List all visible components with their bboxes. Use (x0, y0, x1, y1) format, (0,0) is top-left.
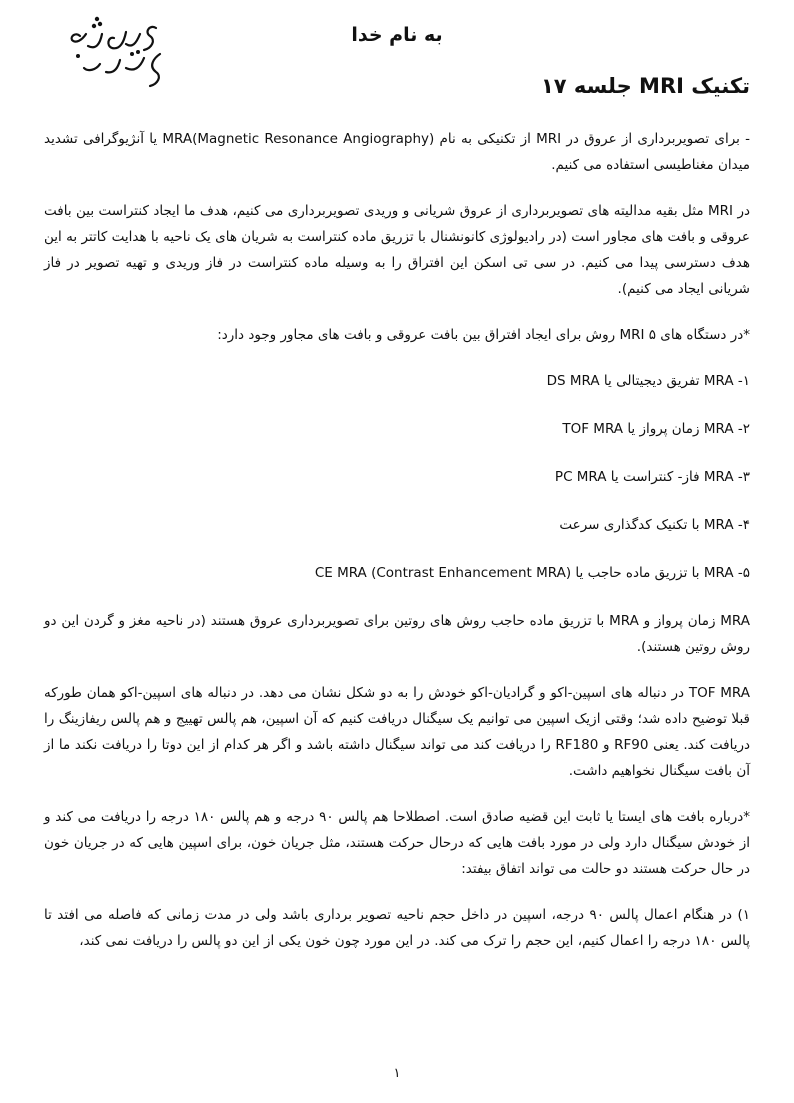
method-item-5: ۵- MRA با تزریق ماده حاجب یا CE MRA (Contrast Enhancement MRA) (314, 565, 750, 581)
method-item-1: ۱- MRA تفریق دیجیتالی یا DS MRA (546, 373, 750, 389)
paragraph-routine-methods: MRA زمان پرواز و MRA با تزریق ماده حاجب روش های روتین برای تصویربرداری عروق هستند (در ناحیه مغز و گردن این دو روش روتین هستند). (44, 613, 750, 655)
method-item-3: ۳- MRA فاز- کنتراست یا PC MRA (554, 469, 750, 485)
method-item-4: ۴- MRA با تکنیک کدگذاری سرعت (559, 517, 750, 533)
page-number: ۱ (393, 1066, 401, 1081)
paragraph-tof-mra: TOF MRA در دنباله های اسپین-اکو و گرادیان-اکو خودش را به دو شکل نشان می دهد. در دنباله های اسپین-اکو همان طورکه قبلا توضیح داده شد؛ وقتی ازیک اسپین می توانیم یک سیگنال دریافت کنیم که آن اسپین، هم پالس تهییج و هم پالس ریفازینگ را دریافت کند. یعنی RF90 و RF180 را دریافت کند می تواند سیگنال داشته باشد و اگر هر کدام از این دوتا را دریافت نکند ما از آن بافت سیگنال نخواهیم داشت. (44, 685, 750, 779)
paragraph-stationary-tissue: *درباره بافت های ایستا یا ثابت این قضیه صادق است. اصطلاحا هم پالس ۹۰ درجه و هم پالس ۱۸۰ درجه را دریافت می کند و از خودش سیگنال دارد ولی در مورد بافت هایی که درحال حرکت هستند، مثل جریان خون، برای اسپین هایی که در جریان خون در حال حرکت هستند دو حالت می تواند اتفاق بیفتد: (44, 809, 751, 877)
document-body (44, 126, 750, 974)
paragraph-contrast-goal: در MRI مثل بقیه مدالیته های تصویربرداری از عروق شریانی و وریدی تصویربرداری می کنیم، هدف ما ایجاد کنتراست بین بافت عروقی و بافت های مجاور است (در رادیولوژی کانونشنال با تزریق ماده کنتراست به شریان های یک ناحیه با هدایت کاتتر به این هدف دسترسی پیدا می کنیم. در سی تی اسکن این افتراق را به وسیله ماده کنتراست در فاز وریدی و تهیه تصویر در فاز شریانی ایجاد می کنیم). (44, 203, 751, 297)
basmala-heading: به نام خدا (351, 24, 443, 46)
paragraph-intro: - برای تصویربرداری از عروق در MRI از تکنیکی به نام MRA(Magnetic Resonance Angiography) یا آنژیوگرافی تشدید میدان مغناطیسی استفاده می کنیم. (44, 131, 751, 173)
paragraph-methods-lead: *در دستگاه های MRI ۵ روش برای ایجاد افتراق بین بافت عروقی و بافت های مجاور وجود دارد: (217, 327, 750, 343)
paragraph-case-1: ۱) در هنگام اعمال پالس ۹۰ درجه، اسپین در داخل حجم ناحیه تصویر برداری باشد ولی در مدت زمانی که فاصله می افتد تا پالس ۱۸۰ درجه را اعمال کنیم، این حجم را ترک می کند. در این مورد چون خون یکی از این دو پالس را دریافت نمی کند، (44, 907, 750, 949)
page-title: تکنیک MRI جلسه ۱۷ (540, 74, 750, 98)
method-item-2: ۲- MRA زمان پرواز یا TOF MRA (562, 421, 750, 437)
